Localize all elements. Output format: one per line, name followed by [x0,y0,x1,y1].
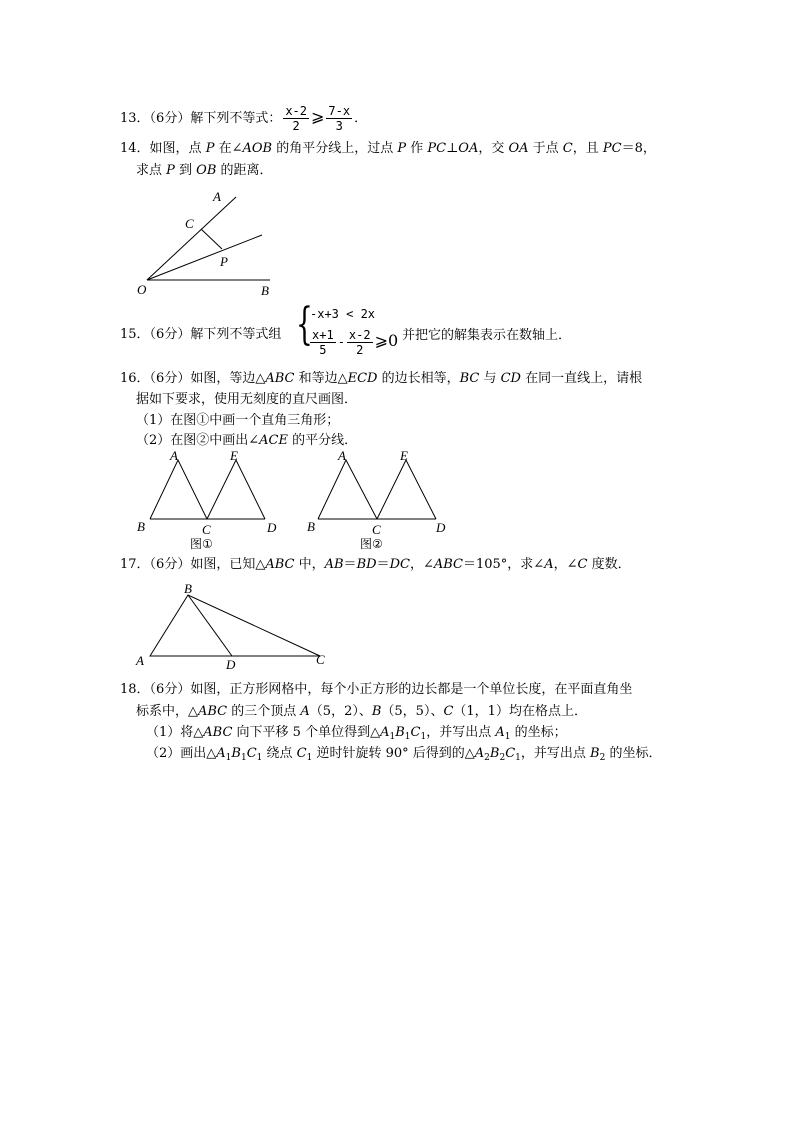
q14-text: ，交 [478,141,509,156]
q14-point-c: C [562,141,573,156]
q14-text: 求点 [136,163,167,178]
fig2-label-d: D [436,520,446,535]
q16-text: 的边长相等， [377,371,460,386]
q17-text: 度数． [587,557,631,572]
label-b: B [184,581,192,596]
q15-minus: - [337,335,345,349]
q17-triangle-abc: ABC [265,557,295,572]
q13-rhs-denominator: 3 [335,119,343,133]
q16-text: 和等边△ [294,371,348,386]
q14-ray-oa: OA [508,141,529,156]
q15-inequality-2 [308,328,398,357]
q18-text: （5，5）、 [381,704,444,719]
q14-text: 的距离． [216,163,273,178]
q14-segment-pc: PC [602,141,622,156]
label-c: C [185,216,194,231]
q18-text: ，并写出点 [520,746,591,761]
q14-line-1 [120,141,656,157]
q16-figures [130,448,460,553]
q13-lhs-numerator: x-2 [285,104,308,118]
q18-text: 的三个顶点 [227,704,301,719]
fig2-label-e: E [400,448,408,463]
q18-subscript: 1 [515,753,521,763]
q16-item-1: （1）在图①中画一个直角三角形； [136,413,340,428]
q18-text: 的坐标． [605,746,662,761]
q18-subscript: 2 [599,753,606,763]
q18-text: （2）画出△ [146,746,217,761]
q13-lhs-fraction [283,104,309,133]
label-p: P [220,254,228,269]
q14-angle-figure [130,185,280,300]
triangle-abc-1 [150,460,207,519]
q13-rhs-fraction [326,104,352,133]
q18-text: ，并写出点 [426,725,496,740]
q18-point-c1: C [246,746,257,761]
q16-figure-1 [137,448,277,551]
q17-equals: ＝ [343,557,357,572]
q16-text: 与 [479,371,501,386]
q18-text: 向下平移 5 个单位得到△ [232,725,381,740]
q18-point-b2: B [590,746,600,761]
q18-text: 逆时针旋转 90° 后得到的△ [312,746,475,761]
q18-subscript: 1 [256,753,263,763]
segment-pc [201,229,222,249]
fig1-label-d: D [267,520,277,535]
triangle-ecd-1 [207,460,265,519]
q13-lhs-denominator: 2 [292,119,300,133]
q17-angle-c: C [577,557,588,572]
q15-relation: ⩾0 [374,331,399,350]
q16-triangle-ecd: ECD [347,371,378,386]
q18-point-b2: B [489,746,500,761]
q14-angle-aob: AOB [242,141,273,156]
q13-relation: ⩾ [311,107,325,126]
q16-angle-ace: ACE [259,433,288,448]
q15-denominator-2: 2 [356,343,364,357]
q18-subscript: 2 [499,753,506,763]
fig1-label-b: B [137,519,145,534]
q17-line [120,557,631,573]
fig2-label-c: C [372,522,381,537]
q14-line-2 [136,163,273,179]
triangle-abc-2 [318,460,377,519]
q16-segment-cd: CD [500,371,521,386]
q15-prefix: 15．（6分）解下列不等式组 [120,327,282,342]
q18-line-1: 18．（6分）如图，正方形网格中，每个小正方形的边长都是一个单位长度，在平面直角坐 [120,682,633,697]
triangle-ecd-2 [377,460,436,519]
q13-suffix: ． [354,111,368,126]
q17-text: 17．（6分）如图，已知△ [120,557,266,572]
q14-ray-ob: OB [196,163,217,178]
label-a: A [213,189,221,204]
q15-numerator-1: x+1 [312,328,334,342]
q15-fraction-2 [347,328,373,357]
q13-rhs-numerator: 7-x [328,104,351,118]
q16-triangle-abc: ABC [265,371,295,386]
q16-figure-2 [307,448,446,551]
q14-perp-symbol: ⊥ [446,141,459,156]
q18-text: 绕点 [262,746,297,761]
q18-subscript: 1 [306,753,313,763]
q14-point-p: P [397,141,407,156]
q18-point-b1: B [395,725,405,740]
q17-figure [130,578,335,673]
q14-text: 的角平分线上，过点 [272,141,398,156]
q17-segment-dc: DC [389,557,410,572]
q18-point-a1: A [216,746,226,761]
triangle-abc [150,595,320,656]
q18-subscript: 1 [225,753,232,763]
q18-point-b1: B [231,746,241,761]
q17-text: 中， [294,557,325,572]
q16-text: 16．（6分）如图，等边△ [120,371,266,386]
q18-subscript: 1 [240,753,247,763]
q17-text: ，∠ [409,557,434,572]
q14-point-p: P [205,141,215,156]
q18-triangle-abc: ABC [198,704,228,719]
fig2-label-a: A [338,448,346,463]
q18-text: 标系中，△ [136,704,198,719]
q17-text: ，∠ [553,557,578,572]
fig1-label-a: A [170,448,178,463]
q16-segment-bc: BC [459,371,480,386]
q15-numerator-2: x-2 [348,328,371,342]
q18-point-a1: A [495,725,505,740]
q14-text: 在∠ [214,141,243,156]
q18-point-a1: A [380,725,390,740]
q18-triangle-abc: ABC [203,725,233,740]
label-o: O [137,282,147,297]
q14-point-p: P [166,163,175,178]
bisector-op [147,235,262,280]
q15-suffix: 并把它的解集表示在数轴上． [402,328,572,343]
fig2-label-b: B [307,519,315,534]
q18-item-1 [146,725,567,745]
q18-subscript: 1 [420,732,427,742]
label-b: B [261,283,269,298]
q14-text: ＝8， [621,141,656,156]
q14-text: 14．如图，点 [120,141,206,156]
label-a: A [136,653,144,668]
q18-subscript: 2 [484,753,490,763]
q18-item-2 [146,746,661,766]
q16-text: 的平分线． [288,433,358,448]
q16-text: 在同一直线上，请根 [520,371,643,386]
q18-subscript: 1 [504,732,511,742]
q18-point-b: B [371,704,382,719]
q18-point-c: C [443,704,454,719]
q16-text: （2）在图②中画出∠ [136,433,260,448]
q17-equals: ＝ [376,557,390,572]
q18-text: （1）将△ [146,725,204,740]
fig1-label-e: E [230,448,238,463]
q13-prefix: 13．（6分）解下列不等式： [120,111,282,126]
q16-line-2: 据如下要求，使用无刻度的直尺画图． [136,392,358,407]
q18-point-a: A [300,704,310,719]
q18-text: （5，2）、 [309,704,372,719]
q15-inequality-1: -x+3 < 2x [310,307,376,321]
q17-angle-abc: ABC [433,557,463,572]
q18-text: （1，1）均在格点上． [453,704,587,719]
q14-text: 作 [406,141,428,156]
q17-text: ＝105°，求∠ [462,557,545,572]
q14-segment-pc: PC [427,141,447,156]
q18-line-2 [136,704,587,720]
q15-denominator-1: 5 [319,343,327,357]
figure-caption-2: 图② [360,537,383,551]
q14-ray-oa: OA [458,141,479,156]
q16-item-2 [136,433,357,449]
q18-subscript: 1 [389,732,396,742]
q18-text: 的坐标； [510,725,567,740]
q18-point-c1: C [410,725,421,740]
fig1-label-c: C [202,522,211,537]
q15-fraction-1 [310,328,336,357]
figure-caption-1: 图① [190,537,213,551]
q18-point-c1: C [296,746,307,761]
label-d: D [226,657,236,672]
q17-segment-bd: BD [356,557,377,572]
q18-subscript: 1 [404,732,411,742]
q16-line-1 [120,371,642,387]
q18-point-c1: C [505,746,516,761]
q15-left-brace: { [296,299,313,350]
q17-angle-a: A [544,557,554,572]
q14-text: 于点 [528,141,563,156]
q18-point-a2: A [474,746,485,761]
q14-text: ，且 [572,141,603,156]
label-c: C [316,652,325,667]
q14-text: 到 [174,163,197,178]
q13-line [120,104,367,133]
segment-bd [188,595,232,656]
q17-segment-ab: AB [324,557,344,572]
